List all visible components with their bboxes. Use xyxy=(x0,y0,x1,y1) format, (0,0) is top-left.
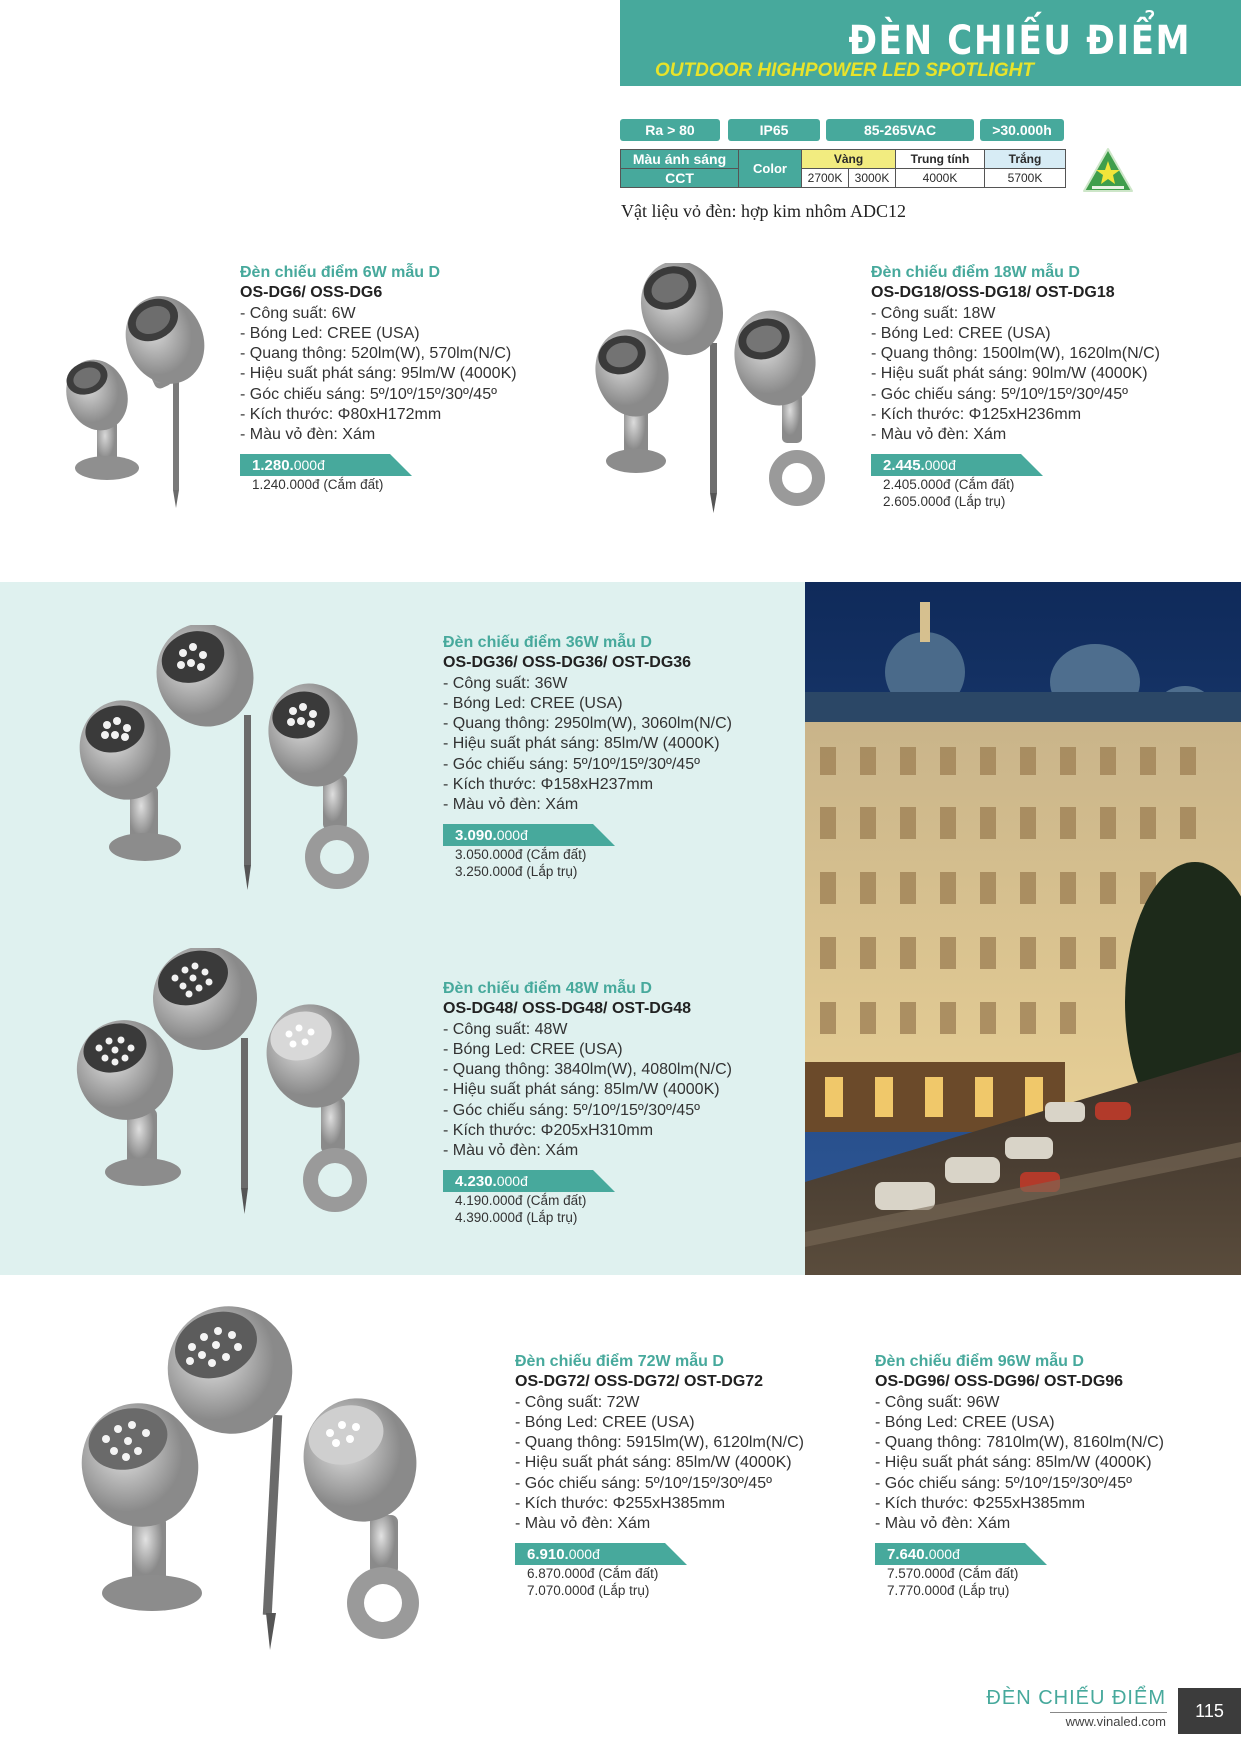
cct-5700: 5700K xyxy=(985,169,1066,188)
spec-line: - Công suất: 72W xyxy=(515,1393,640,1411)
spec-line: - Kích thước: Φ80xH172mm xyxy=(240,406,442,424)
spec-line: - Công suất: 48W xyxy=(443,1020,568,1038)
product-image-18w xyxy=(592,263,837,515)
price-tag xyxy=(443,1170,615,1192)
spec-line: - Góc chiếu sáng: 5º/10º/15º/30º/45º xyxy=(875,1474,1132,1492)
spec-line: - Hiệu suất phát sáng: 85lm/W (4000K) xyxy=(443,735,720,753)
spec-pill-ip: IP65 xyxy=(728,119,820,141)
spec-line: - Góc chiếu sáng: 5º/10º/15º/30º/45º xyxy=(240,385,497,403)
spec-line: - Bóng Led: CREE (USA) xyxy=(443,694,623,712)
spec-line: - Kích thước: Φ125xH236mm xyxy=(871,406,1082,424)
color-label-bottom: CCT xyxy=(621,169,739,188)
spec-line: - Công suất: 18W xyxy=(871,304,996,322)
spec-line: - Góc chiếu sáng: 5º/10º/15º/30º/45º xyxy=(515,1474,772,1492)
sub-price: 6.870.000đ (Cắm đất) xyxy=(527,1565,659,1581)
spec-line: - Bóng Led: CREE (USA) xyxy=(515,1413,695,1431)
product-96w xyxy=(875,1352,1164,1599)
sub-price: 7.070.000đ (Lắp trụ) xyxy=(527,1582,650,1598)
spec-line: - Quang thông: 5915lm(W), 6120lm(N/C) xyxy=(515,1434,804,1452)
spec-line: - Quang thông: 3840lm(W), 4080lm(N/C) xyxy=(443,1061,732,1079)
color-trung-tinh: Trung tính xyxy=(896,150,985,169)
sub-price: 7.570.000đ (Cắm đất) xyxy=(887,1565,1019,1581)
product-model: OS-DG18/OSS-DG18/ OST-DG18 xyxy=(871,284,1115,302)
color-vang: Vàng xyxy=(802,150,896,169)
footer-section-title: ĐÈN CHIẾU ĐIỂM xyxy=(986,1687,1166,1709)
spec-line: - Công suất: 6W xyxy=(240,304,356,322)
product-model: OS-DG36/ OSS-DG36/ OST-DG36 xyxy=(443,654,692,672)
sub-price: 7.770.000đ (Lắp trụ) xyxy=(887,1582,1010,1598)
building-photo xyxy=(805,582,1241,1275)
price-tag xyxy=(871,454,1043,476)
price-main: 6.910. xyxy=(527,1545,569,1563)
color-label: Color xyxy=(739,150,802,188)
spec-line: - Quang thông: 2950lm(W), 3060lm(N/C) xyxy=(443,715,732,733)
product-title: Đèn chiếu điểm 36W mẫu D xyxy=(443,634,652,651)
spec-pill-lifetime: >30.000h xyxy=(980,119,1064,141)
spec-pill-ra: Ra > 80 xyxy=(620,119,720,141)
cct-2700: 2700K xyxy=(802,169,849,188)
cct-3000: 3000K xyxy=(849,169,896,188)
spec-line: - Màu vỏ đèn: Xám xyxy=(443,796,579,814)
product-model: OS-DG72/ OSS-DG72/ OST-DG72 xyxy=(515,1373,764,1391)
spec-line: - Màu vỏ đèn: Xám xyxy=(875,1515,1011,1533)
product-48w xyxy=(443,979,732,1226)
product-title: Đèn chiếu điểm 6W mẫu D xyxy=(240,264,441,281)
spec-line: - Công suất: 36W xyxy=(443,674,568,692)
spec-line: - Kích thước: Φ255xH385mm xyxy=(875,1495,1086,1513)
spec-line: - Kích thước: Φ158xH237mm xyxy=(443,776,654,794)
energy-star-badge-icon xyxy=(1082,147,1134,195)
price-tag xyxy=(443,824,615,846)
sub-price: 3.250.000đ (Lắp trụ) xyxy=(455,863,578,879)
spec-line: - Hiệu suất phát sáng: 85lm/W (4000K) xyxy=(515,1454,792,1472)
spec-line: - Hiệu suất phát sáng: 95lm/W (4000K) xyxy=(240,365,517,383)
product-model: OS-DG48/ OSS-DG48/ OST-DG48 xyxy=(443,1000,692,1018)
footer-url: www.vinaled.com xyxy=(1065,1714,1166,1729)
page-subtitle: OUTDOOR HIGHPOWER LED SPOTLIGHT xyxy=(655,60,1034,81)
product-title: Đèn chiếu điểm 96W mẫu D xyxy=(875,1353,1084,1370)
product-title: Đèn chiếu điểm 72W mẫu D xyxy=(515,1353,724,1370)
price-small: 000đ xyxy=(293,456,325,473)
product-image-6w xyxy=(45,280,220,515)
spec-line: - Bóng Led: CREE (USA) xyxy=(443,1040,623,1058)
sub-price: 3.050.000đ (Cắm đất) xyxy=(455,846,587,862)
spec-line: - Quang thông: 7810lm(W), 8160lm(N/C) xyxy=(875,1434,1164,1452)
page-title: ĐÈN CHIẾU ĐIỂM xyxy=(848,18,1191,64)
product-image-48w xyxy=(75,948,395,1218)
spec-line: - Màu vỏ đèn: Xám xyxy=(515,1515,651,1533)
price-small: 000đ xyxy=(928,1545,960,1562)
sub-price: 2.605.000đ (Lắp trụ) xyxy=(883,493,1006,509)
spec-line: - Quang thông: 520lm(W), 570lm(N/C) xyxy=(240,345,512,363)
page-number: 115 xyxy=(1178,1688,1241,1734)
spec-line: - Bóng Led: CREE (USA) xyxy=(875,1413,1055,1431)
price-main: 2.445. xyxy=(883,456,925,474)
spec-line: - Hiệu suất phát sáng: 85lm/W (4000K) xyxy=(443,1081,720,1099)
spec-line: - Góc chiếu sáng: 5º/10º/15º/30º/45º xyxy=(443,755,700,773)
price-tag xyxy=(875,1543,1047,1565)
spec-line: - Góc chiếu sáng: 5º/10º/15º/30º/45º xyxy=(871,385,1128,403)
spec-line: - Bóng Led: CREE (USA) xyxy=(240,324,420,342)
price-main: 1.280. xyxy=(252,456,294,474)
product-72w xyxy=(515,1352,804,1599)
spec-line: - Kích thước: Φ205xH310mm xyxy=(443,1122,654,1140)
cct-4000: 4000K xyxy=(896,169,985,188)
price-main: 3.090. xyxy=(455,826,497,844)
price-small: 000đ xyxy=(924,456,956,473)
spec-line: - Hiệu suất phát sáng: 90lm/W (4000K) xyxy=(871,365,1148,383)
sub-price: 1.240.000đ (Cắm đất) xyxy=(252,476,384,492)
color-trang: Trắng xyxy=(985,150,1066,169)
price-small: 000đ xyxy=(568,1545,600,1562)
product-title: Đèn chiếu điểm 48W mẫu D xyxy=(443,980,652,997)
product-image-36w xyxy=(75,625,395,895)
product-model: OS-DG6/ OSS-DG6 xyxy=(240,284,383,302)
price-small: 000đ xyxy=(496,826,528,843)
product-36w xyxy=(443,633,732,880)
spec-line: - Góc chiếu sáng: 5º/10º/15º/30º/45º xyxy=(443,1101,700,1119)
color-label-top: Màu ánh sáng xyxy=(621,150,739,169)
price-small: 000đ xyxy=(496,1172,528,1189)
price-main: 4.230. xyxy=(455,1172,497,1190)
product-6w xyxy=(240,263,517,493)
spec-line: - Màu vỏ đèn: Xám xyxy=(443,1142,579,1160)
spec-line: - Hiệu suất phát sáng: 85lm/W (4000K) xyxy=(875,1454,1152,1472)
spec-line: - Màu vỏ đèn: Xám xyxy=(240,426,376,444)
product-18w xyxy=(871,263,1160,510)
price-tag xyxy=(515,1543,687,1565)
product-model: OS-DG96/ OSS-DG96/ OST-DG96 xyxy=(875,1373,1124,1391)
material-note: Vật liệu vỏ đèn: hợp kim nhôm ADC12 xyxy=(621,201,907,221)
product-title: Đèn chiếu điểm 18W mẫu D xyxy=(871,264,1080,281)
spec-line: - Bóng Led: CREE (USA) xyxy=(871,324,1051,342)
color-temperature-table xyxy=(620,149,1066,188)
product-image-72w xyxy=(80,1305,450,1655)
price-main: 7.640. xyxy=(887,1545,929,1563)
spec-line: - Kích thước: Φ255xH385mm xyxy=(515,1495,726,1513)
spec-line: - Công suất: 96W xyxy=(875,1393,1000,1411)
footer-divider xyxy=(1050,1712,1167,1713)
spec-pill-voltage: 85-265VAC xyxy=(826,119,974,141)
sub-price: 4.190.000đ (Cắm đất) xyxy=(455,1192,587,1208)
spec-line: - Quang thông: 1500lm(W), 1620lm(N/C) xyxy=(871,345,1160,363)
spec-line: - Màu vỏ đèn: Xám xyxy=(871,426,1007,444)
sub-price: 4.390.000đ (Lắp trụ) xyxy=(455,1209,578,1225)
sub-price: 2.405.000đ (Cắm đất) xyxy=(883,476,1015,492)
price-tag xyxy=(240,454,412,476)
